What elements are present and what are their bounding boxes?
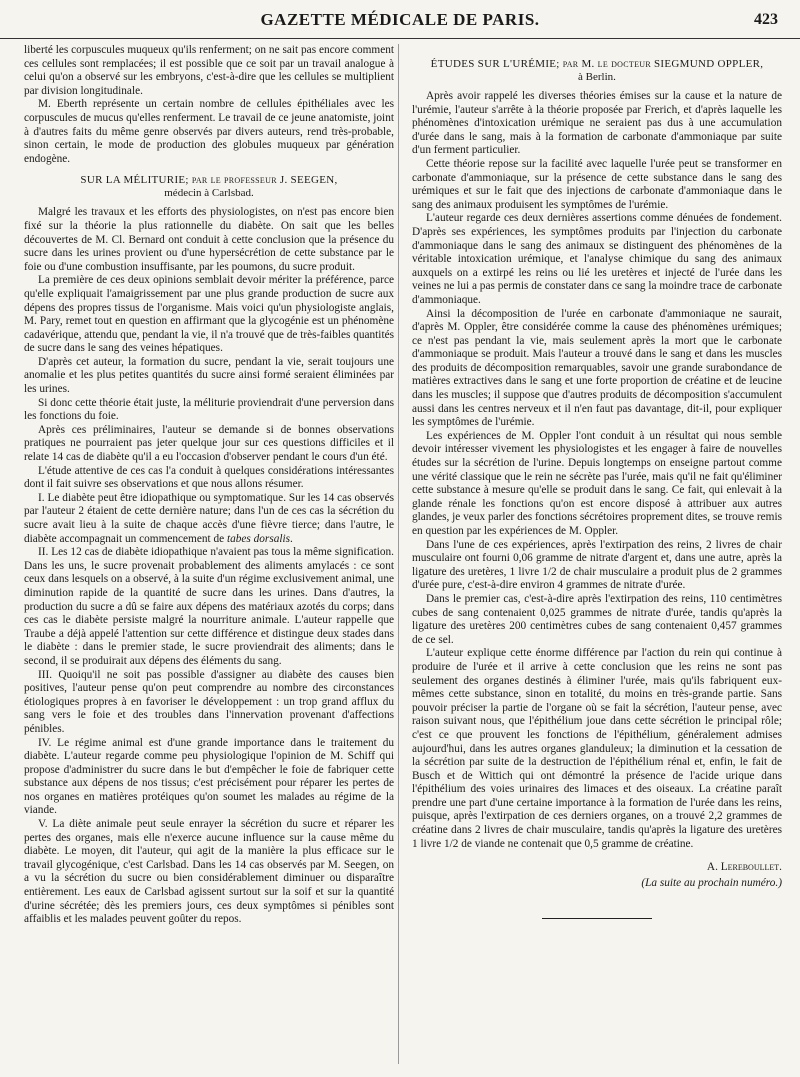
article-heading-meliturie — [24, 174, 394, 200]
text-run: I. Le diabète peut être idiopathique ou symptomatique. Sur les 14 cas observés par l'auteur 2 étaient de cette dernière nature; dans l'un de ces cas la sécrétion du sucre avait lieu à la suite de chaque accès d'une fièvre tierce; dans l'autre, le diabète accompagnait un commencement de — [24, 491, 394, 545]
paragraph: III. Quoiqu'il ne soit pas possible d'assigner au diabète des causes bien positives, l'auteur pense qu'on peut comprendre au nombre des circonstances étiologiques propres à en favoriser le développement : un trop grand afflux du sang vers le foie et des troubles dans l'innervation provenant d'affections pénibles. — [24, 668, 394, 735]
text-run: . — [290, 532, 293, 545]
paragraph: Après ces préliminaires, l'auteur se demande si de bonnes observations pratiques ne pourraient pas jeter quelque jour sur ces questions difficiles et il relate 14 cas de diabète qu'il a eu l'occasion d'observer pendant le cours d'un été. — [24, 423, 394, 464]
paragraph: D'après cet auteur, la formation du sucre, pendant la vie, serait toujours une anomalie et les plus petites quantités du sucre ainsi formé seraient éliminées par les urines. — [24, 355, 394, 396]
paragraph — [24, 492, 394, 546]
article-heading-line: médecin à Carlsbad. — [164, 187, 254, 200]
article-heading-line: ÉTUDES SUR L'URÉMIE; par M. le docteur SIEGMUND OPPLER, — [430, 58, 764, 70]
paragraph: liberté les corpuscules muqueux qu'ils renferment; on ne sait pas encore comment ces cellules sont remplacées; il est possible que ce soit par un travail analogue à celui qu'on a observé sur les embryons, c'est-à-dire que les cellules se multiplient par division longitudinale. — [24, 44, 394, 97]
paragraph: II. Les 12 cas de diabète idiopathique n'avaient pas tous la même signification. Dans les uns, le sucre provenait probablement des aliments amylacés : ce sont ceux dans lesquels on a observé, à la suite d'un régime exclusivement animal, une diminution rapide de la quantité de sucre dans les urines. Dans d'autres, la production du sucre a dû se faire aux dépens des matériaux azotés du corps; dans ces cas le diabète persiste malgré la nourriture animale. L'auteur rappelle que Traube a déjà appelé l'attention sur cette différence et distingue deux stades dans le diabète : dans le premier stade, le sucre proviendrait des aliments; dans le second, il se produirait aux dépens des éléments du sang. — [24, 546, 394, 667]
paragraph: M. Eberth représente un certain nombre de cellules épithéliales avec les corpuscules de mucus qu'elles renferment. Le travail de ce jeune anatomiste, joint à d'autres faits du même genre observés par divers auteurs, rend très-probable, sinon certain, le mode de production des globules muqueux par génération endogène. — [24, 98, 394, 165]
paragraph: Les expériences de M. Oppler l'ont conduit à un résultat qui nous semble devoir intéresser vivement les physiologistes et les engager à faire de nouvelles études sur la sécrétion de l'urine. Depuis longtemps on enseigne partout comme une vérité classique que le rein ne sécrète pas l'urée, mais qu'il ne fait qu'éliminer cette substance à mesure qu'elle se produit dans le sang. Ce fait, qui enlevait à la glande rénale les fonctions qu'on est encore disposé à attribuer aux autres glandes, je veux parler des fonctions sécrétoires proprement dites, se trouve remis en question par les expériences de M. Oppler. — [412, 429, 782, 537]
left-column — [24, 44, 394, 927]
article-heading-line: SUR LA MÉLITURIE; par le professeur J. SEEGEN, — [80, 174, 338, 187]
italic-text: tabes dorsalis — [226, 532, 291, 545]
paragraph: Si donc cette théorie était juste, la méliturie proviendrait d'une perversion dans les fonctions du foie. — [24, 396, 394, 423]
paragraph: V. La diète animale peut seule enrayer la sécrétion du sucre et réparer les pertes des organes, mais elle n'exerce aucune influence sur la cause même du diabète. Le moyen, dit l'auteur, qui agit de la manière la plus efficace sur le travail glycogénique, c'est Carlsbad. Dans les 14 cas observés par M. Seegen, on a vu la sécrétion du sucre ou bien considérablement diminuer ou disparaître entièrement. Les eaux de Carlsbad agissent surtout sur la soif et sur la quantité d'urine sécrétée; dès les premiers jours, ces deux symptômes si pénibles sont affaiblis et les malades peuvent goûter du repos. — [24, 818, 394, 926]
paragraph: Ainsi la décomposition de l'urée en carbonate d'ammoniaque ne saurait, d'après M. Oppler, être considérée comme la cause des phénomènes urémiques; ce n'est pas pendant la vie, mais seulement après la mort que le carbonate d'ammoniaque se produit. Mais l'auteur a trouvé dans le sang et dans les muscles des produits de décomposition remarquables, savoir une grande surabondance de matières extractives dans le sang et une forte proportion de créatine et de leucine dans les muscles; il suppose que d'autres produits de décomposition s'accumulent aussi dans les centres nerveux et il n'en faut pas davantage, dit-il, pour expliquer les symptômes de l'urémie. — [412, 307, 782, 429]
right-column — [412, 44, 782, 919]
paragraph: La première de ces deux opinions semblait devoir mériter la préférence, parce qu'elle expliquait l'amaigrissement par une plus grande production de sucre aux dépens des propres tissus de l'organisme. Mais voici qu'un physiologiste anglais, M. Pary, remet tout en question en affirmant que la glycogénie est un phénomène cadavérique, attendu que, pendant la vie, il n'a trouvé que de très-faibles quantités de sucre dans le sang des veines hépatiques. — [24, 274, 394, 355]
article-heading-uremie — [412, 58, 782, 84]
paragraph: Après avoir rappelé les diverses théories émises sur la cause et la nature de l'urémie, l'auteur s'arrête à la théorie proposée par Frerich, et d'après laquelle les phénomènes d'intoxication urémique ne seraient pas dus à une accumulation d'urée dans le sang, mais à la formation de carbonate d'ammoniaque par suite d'un ferment particulier. — [412, 90, 782, 157]
paragraph: Cette théorie repose sur la facilité avec laquelle l'urée peut se transformer en carbonate d'ammoniaque, sur la présence de cette substance dans le sang des urémiques et sur le fait que des injections de carbonate d'ammoniaque dans le sang des animaux produisent les symptômes de l'urémie. — [412, 157, 782, 211]
author-signature: A. Lereboullet. — [706, 861, 782, 874]
paragraph: Malgré les travaux et les efforts des physiologistes, on n'est pas encore bien fixé sur la théorie la plus rationnelle du diabète. On sait que les belles découvertes de M. Cl. Bernard ont conduit à cette conclusion que la présence du sucre dans les urines provient ou d'une hypersécrétion de cette substance par le foie ou d'une combustion insuffisante, par les poumons, du sucre produit. — [24, 206, 394, 273]
running-title: GAZETTE MÉDICALE DE PARIS. — [260, 10, 540, 29]
paragraph: L'auteur explique cette énorme différence par l'action du rein qui continue à produire de l'urée et il arrive à cette conclusion que les reins ne sont pas seulement des organes destinés à éliminer l'urée, mais qu'ils fabriquent eux-mêmes cette substance, sinon en totalité, du moins en très-grande partie. Sans pouvoir préciser la partie de l'organe où se fait la sécrétion, l'auteur pense, avec raison suivant nous, que l'épithélium joue dans cette sécrétion le principal rôle; c'est ce que prouvent les fonctions de l'épithélium, généralement admises aujourd'hui, dans les autres organes glanduleux; la diminution et la cessation de la sécrétion par suite de la destruction de l'épithélium rénal et, enfin, le fait de Busch et de Wittich qui ont démontré la présence de l'acide urique dans l'épithélium des voies urinaires des limaces et des oiseaux. La créatine paraît prendre une part d'une certaine importance à la formation de l'urée dans les reins, puisque, après l'extirpation de ces derniers organes, on a trouvé 2,2 grammes de créatine dans 2 livres de chair musculaire, tandis qu'après la ligature des uretères 1 livre 1/2 de viande ne contenait que 0,5 gramme de créatine. — [412, 647, 782, 850]
paragraph: Dans le premier cas, c'est-à-dire après l'extirpation des reins, 110 centimètres cubes de sang contenaient 0,025 grammes de nitrate d'urée, tandis qu'après la ligature des uretères 200 centimètres cubes de sang contenaient 0,457 grammes de ce sel. — [412, 592, 782, 646]
end-rule — [542, 918, 652, 919]
column-divider — [398, 44, 399, 1064]
article-heading-line: à Berlin. — [578, 71, 616, 83]
paragraph: IV. Le régime animal est d'une grande importance dans le traitement du diabète. L'auteur regarde comme peu physiologique l'opinion de M. Schiff qui propose d'administrer du sucre dans le but d'empêcher le foie de fabriquer cette substance aux dépens de nos tissus; c'est précisément pour réparer les pertes de nos organes en matières protéiques qu'on soumet les malades au régime de la viande. — [24, 736, 394, 817]
continuation-note: (La suite au prochain numéro.) — [641, 876, 782, 889]
paragraph: Dans l'une de ces expériences, après l'extirpation des reins, 2 livres de chair musculaire ont fourni 0,06 gramme de nitrate d'argent et, dans une autre, après la ligature des uretères, 1 livre 1/2 de chair musculaire a produit plus de 2 grammes d'urée pure, c'est-à-dire environ 4 grammes de nitrate d'urée. — [412, 538, 782, 592]
page-number: 423 — [754, 11, 778, 28]
paragraph: L'étude attentive de ces cas l'a conduit à quelques considérations intéressantes dont il fait suivre ses observations et que nous allons résumer. — [24, 464, 394, 491]
paragraph: L'auteur regarde ces deux dernières assertions comme dénuées de fondement. D'après ses expériences, les symptômes produits par l'injection du carbonate d'ammoniaque dans le sang des animaux se distinguent des phénomènes de la véritable intoxication urémique, et l'analyse chimique du sang des animaux auxquels on a extirpé les reins ou lié les uretères et injecté de l'urée dans les veines ne lui a pas permis de constater dans ce sang la moindre trace de carbonate d'ammoniaque. — [412, 212, 782, 306]
page-header — [0, 0, 800, 39]
